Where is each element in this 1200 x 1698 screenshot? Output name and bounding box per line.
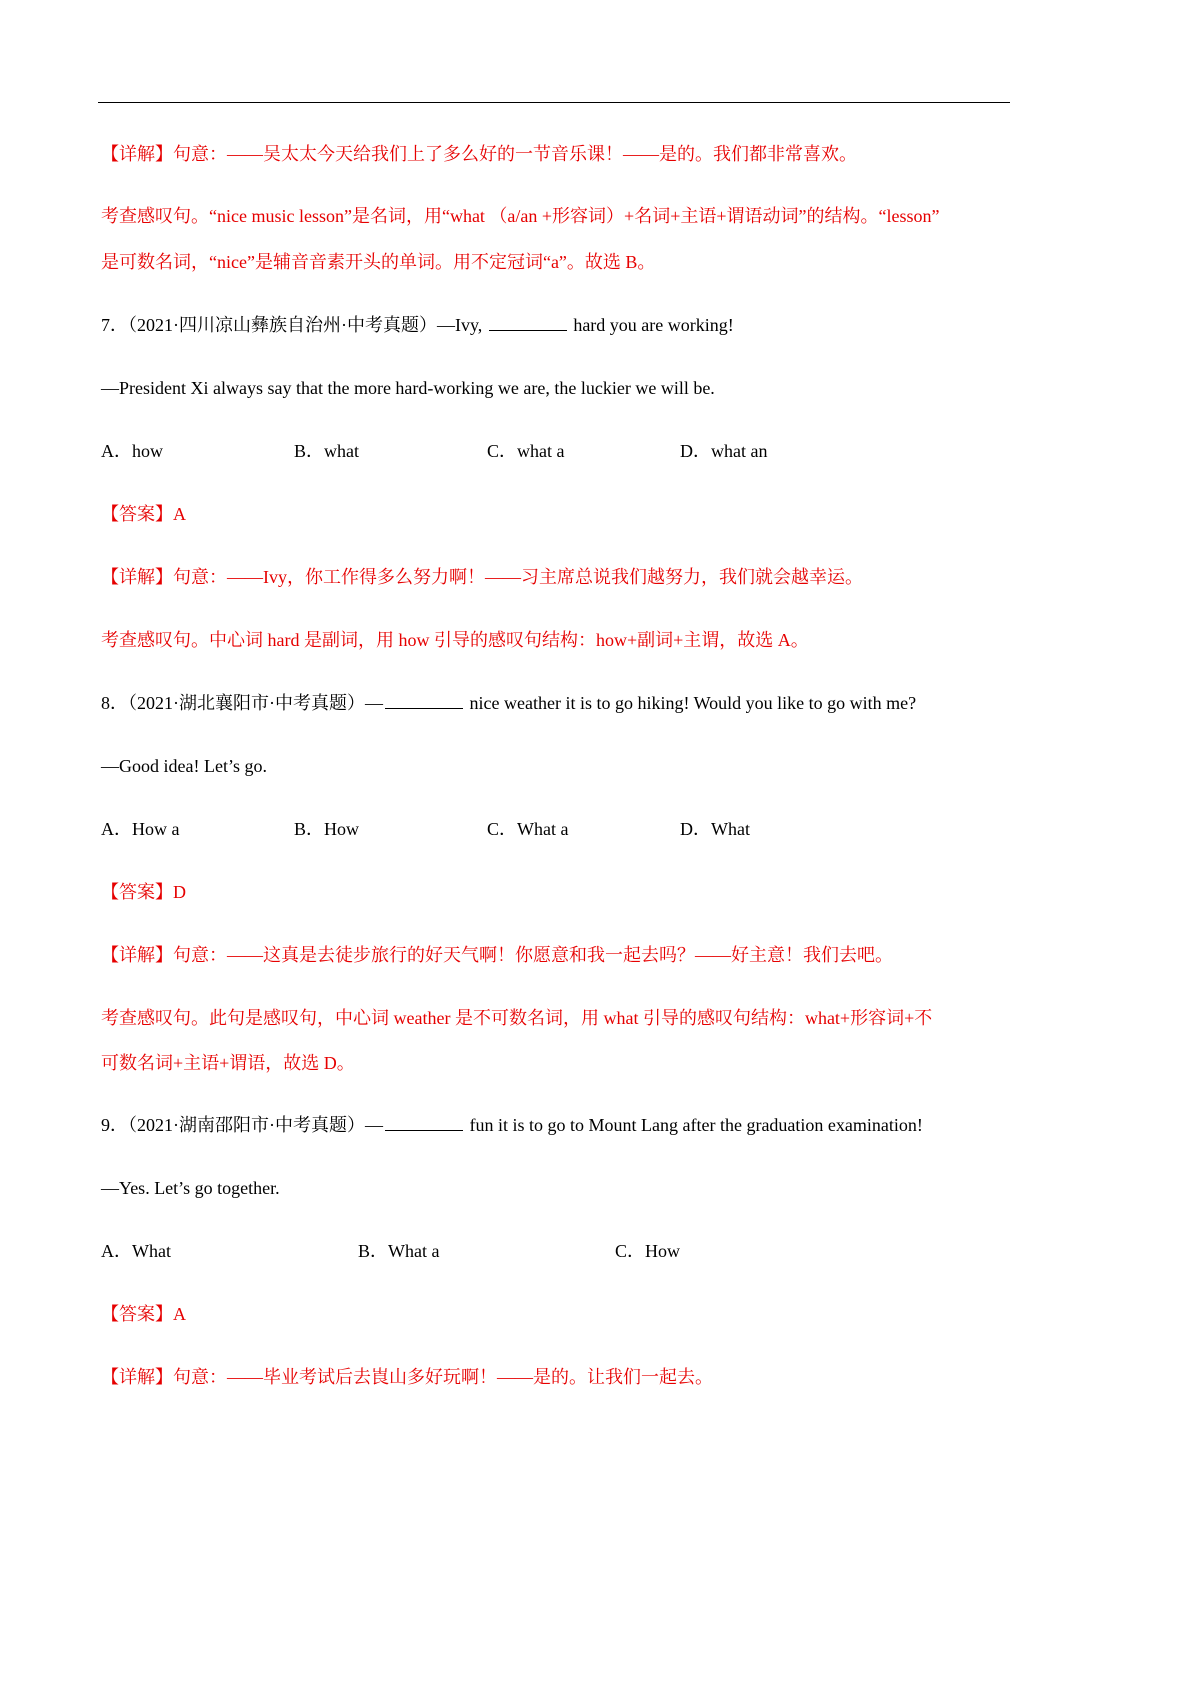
- analysis-line: 考查感叹句。中心词 hard 是副词，用 how 引导的感叹句结构：how+副词+主谓，故选 A。: [101, 630, 809, 650]
- option-a: A．What: [101, 1241, 171, 1261]
- option-c: C．what a: [487, 441, 565, 461]
- explanation-text: 【详解】句意：——这真是去徒步旅行的好天气啊！你愿意和我一起去吗？——好主意！我们去吧。: [101, 945, 893, 965]
- reply-line: —President Xi always say that the more hard-working we are, the luckier we will be.: [101, 378, 715, 398]
- explanation-text: 【详解】句意：——吴太太今天给我们上了多么好的一节音乐课！——是的。我们都非常喜欢。: [101, 144, 857, 164]
- question-text: fun it is to go to Mount Lang after the graduation examination!: [469, 1115, 923, 1135]
- question-9: [101, 1113, 923, 1137]
- reply-line: —Yes. Let’s go together.: [101, 1178, 280, 1198]
- analysis-line: 是可数名词，“nice”是辅音音素开头的单词。用不定冠词“a”。故选 B。: [101, 252, 656, 272]
- question-number: 7．: [101, 315, 128, 335]
- question-source: （2021·湖南邵阳市·中考真题）—: [128, 1115, 383, 1135]
- analysis-line: 考查感叹句。“nice music lesson”是名词，用“what （a/an +形容词）+名词+主语+谓语动词”的结构。“lesson”: [101, 206, 940, 226]
- option-a: A．How a: [101, 819, 180, 839]
- question-number: 8．: [101, 693, 128, 713]
- answer-blank: [385, 1114, 463, 1131]
- answer-label: 【答案】D: [101, 882, 186, 902]
- question-number: 9．: [101, 1115, 128, 1135]
- question-8: [101, 691, 916, 715]
- option-c: C．How: [615, 1241, 681, 1261]
- question-source: （2021·湖北襄阳市·中考真题）—: [128, 693, 383, 713]
- question-text: nice weather it is to go hiking! Would you like to go with me?: [469, 693, 917, 713]
- question-text: hard you are working!: [573, 315, 734, 335]
- answer-label: 【答案】A: [101, 1304, 186, 1324]
- answer-blank: [489, 314, 567, 331]
- question-source: （2021·四川凉山彝族自治州·中考真题）—Ivy,: [128, 315, 483, 335]
- question-7: [101, 313, 734, 337]
- option-d: D．what an: [680, 441, 768, 461]
- option-b: B．what: [294, 441, 359, 461]
- explanation-text: 【详解】句意：——Ivy，你工作得多么努力啊！——习主席总说我们越努力，我们就会越幸运。: [101, 567, 863, 587]
- reply-line: —Good idea! Let’s go.: [101, 756, 267, 776]
- option-b: B．What a: [358, 1241, 440, 1261]
- header-rule: [98, 102, 1010, 103]
- answer-label: 【答案】A: [101, 504, 186, 524]
- option-b: B．How: [294, 819, 360, 839]
- answer-blank: [385, 692, 463, 709]
- option-a: A．how: [101, 441, 163, 461]
- analysis-line: 可数名词+主语+谓语，故选 D。: [101, 1053, 355, 1073]
- analysis-line: 考查感叹句。此句是感叹句，中心词 weather 是不可数名词，用 what 引导的感叹句结构：what+形容词+不: [101, 1008, 933, 1028]
- option-d: D．What: [680, 819, 750, 839]
- option-c: C．What a: [487, 819, 569, 839]
- explanation-text: 【详解】句意：——毕业考试后去崀山多好玩啊！——是的。让我们一起去。: [101, 1367, 713, 1387]
